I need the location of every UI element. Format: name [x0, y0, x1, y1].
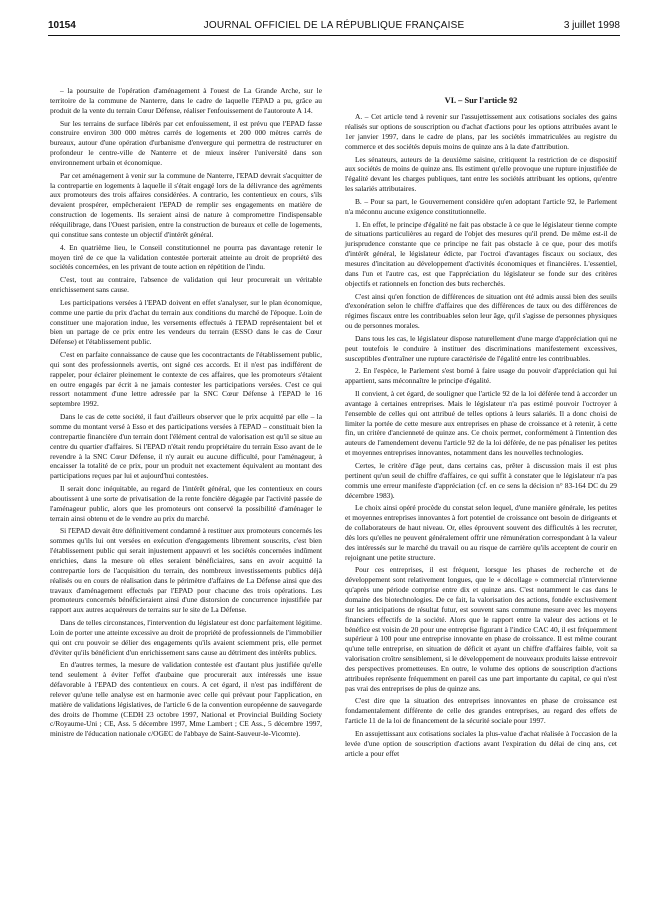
- paragraph: Les sénateurs, auteurs de la deuxième saisine, critiquent la restriction de ce dispositif aux sociétés de moins de quinze ans. Ils estiment qu'elle provoque une rupture injustifiée de l'égalité devant les charges publiques, tant entre les sociétés attribuant les options, qu'entre les salariés attributaires.: [345, 154, 617, 194]
- paragraph: Sur les terrains de surface libérés par cet enfouissement, il est prévu que l'EPAD fasse construire environ 300 000 mètres carrés de logements et 200 000 mètres carrés de bureaux, autour d'une opération d'urbanisme d'envergure qui permettra de restructurer en profondeur le centre-ville de Nanterre et de mieux insérer l'université dans son environnement urbain et économique.: [50, 118, 322, 167]
- paragraph: B. – Pour sa part, le Gouvernement considère qu'en adoptant l'article 92, le Parlement n'a méconnu aucune exigence constitutionnelle.: [345, 196, 617, 216]
- section-title: VI. – Sur l'article 92: [444, 96, 518, 105]
- paragraph: Les participations versées à l'EPAD doivent en effet s'analyser, sur le plan économique, comme une partie du prix d'achat du terrain aux conditions du marché de l'époque. Loin de constituer une majoration indue, les versements effectués à l'EPAD représentaient bel et bien un partage de ce prix entre les vendeurs du terrain (ESSO dans le cas de Cœur Défense) et l'établissement public.: [50, 297, 322, 347]
- paragraph: En assujettissant aux cotisations sociales la plus-value d'achat réalisée à l'occasion de la levée d'une option de souscription d'actions avant l'expiration du délai de cinq ans, cet article a pour effet: [345, 728, 617, 758]
- paragraph: Par cet aménagement à venir sur la commune de Nanterre, l'EPAD devrait s'acquitter de la contrepartie en logements à laquelle il s'était engagé lors de la délivrance des agréments aux promoteurs des trois affaires considérées. A contrario, les contentieux en cours, s'ils devaient prospérer, empêcheraient l'EPAD de remplir ses engagements en matière de construction de logements. Ils seraient ainsi de nature à compromettre l'indispensable rééquilibrage, dans l'Ouest parisien, entre la construction de bureaux et celle de logements, qui constitue sans conteste un objectif d'intérêt général.: [50, 170, 322, 239]
- page-number: 10154: [48, 20, 76, 31]
- paragraph: Certes, le critère d'âge peut, dans certains cas, prêter à discussion mais il est plus pertinent qu'un seuil de chiffre d'affaires, ce qui suffit à constater que le législateur n'a pas commis une erreur manifeste d'appréciation (cf. en ce sens la décision n° 83-164 DC du 29 décembre 1983).: [345, 461, 617, 500]
- paragraph: 2. En l'espèce, le Parlement s'est borné à faire usage du pouvoir d'appréciation qui lui appartient, sans méconnaître le principe d'égalité.: [345, 366, 617, 386]
- journal-title: JOURNAL OFFICIEL DE LA RÉPUBLIQUE FRANÇAISE: [203, 20, 465, 31]
- left-column: [50, 86, 322, 742]
- paragraph: C'est ainsi qu'en fonction de différences de situation ont été admis aussi bien des seuils d'exonération selon le chiffre d'affaires que des différences de taux ou des différences de régimes fiscaux entre les contribuables selon leur âge, qu'il s'agisse de personnes physiques ou de personnes morales.: [345, 291, 617, 331]
- page-header: [48, 20, 620, 34]
- paragraph: Pour ces entreprises, il est fréquent, lorsque les phases de recherche et de développement sont relativement longues, que le « décollage » commercial n'intervienne qu'après une période comprise entre dix et quinze ans. C'est notamment le cas dans le domaine des biotechnologies. De ce fait, la valorisation des actions, fondée exclusivement sur les anticipations de résultat futur, est souvent sans commune mesure avec les moyens financiers effectifs de la société. Alors que le rapport entre la valeur des actions et le bénéfice est voisin de 20 pour une entreprise figurant à l'indice CAC 40, il est fréquemment supérieur à 100 pour une entreprise innovante en phase de croissance. Il est même courant qu'une telle entreprise, en situation de déficit et ayant un chiffre d'affaires faible, voit sa valorisation croître sensiblement, si le développement de nouveaux produits laisse entrevoir des perspectives prometteuses. En outre, le volume des options de souscription d'actions attribuées représente fréquemment en pareil cas une part importante du capital, ce qui n'est pas vrai des entreprises de plus de quinze ans.: [345, 565, 617, 693]
- paragraph: A. – Cet article tend à revenir sur l'assujettissement aux cotisations sociales des gains réalisés sur options de souscription ou d'achat d'actions pour les options attribuées avant le 1er janvier 1997, dans le cadre de plans, par les sociétés immatriculées au registre du commerce et des sociétés depuis moins de quinze ans à la date d'attribution.: [345, 112, 617, 151]
- paragraph: Si l'EPAD devait être définitivement condamné à restituer aux promoteurs concernés les sommes qu'ils lui ont versées en exécution d'engagements librement souscrits, c'est bien l'établissement public qui serait injustement appauvri et les sociétés concernées indûment enrichies, dans la mesure où elles seraient bénéficiaires, sans en avoir acquitté la contrepartie lors de l'acquisition du terrain, des nombreux investissements publics déjà réalisés ou en cours de réalisation dans le périmètre d'affaires de La Défense ainsi que des travaux d'aménagement effectués par l'EPAD pour chacune des trois opérations. Les promoteurs concernés bénéficieraient ainsi d'une distorsion de concurrence injustifiée par rapport aux autres acquéreurs de terrains sur le site de La Défense.: [50, 526, 322, 615]
- paragraph: Il convient, à cet égard, de souligner que l'article 92 de la loi déférée tend à accorder un avantage à certaines entreprises. Mais le législateur n'a pas estimé pouvoir l'octroyer à l'ensemble de celles qui ont attribué de telles options à leurs salariés. Il a donc choisi de limiter la portée de cette mesure aux entreprises en phase de croissance et à retenir, à cette fin, un critère d'ancienneté de quinze ans. Ce choix permet, conformément à l'intention des auteurs de l'amendement devenu l'article 92 de la loi déférée, de ne pas pénaliser les petites et moyennes entreprises innovantes, notamment dans les nouvelles technologies.: [345, 389, 617, 458]
- paragraph: Le choix ainsi opéré procède du constat selon lequel, d'une manière générale, les petites et moyennes entreprises innovantes à fort potentiel de croissance ont besoin de dirigeants et de collaborateurs de haut niveau. Or, elles éprouvent souvent des difficultés à les recruter, dès lors qu'elles ne peuvent généralement offrir une rémunération correspondant à la valeur des intéressés sur le marché du travail ou au risque de carrière qu'ils acceptent de courir en rejoignant une petite structure.: [345, 503, 617, 562]
- header-rule: [48, 35, 620, 36]
- paragraph: C'est, tout au contraire, l'absence de validation qui leur procurerait un véritable enrichissement sans cause.: [50, 275, 322, 295]
- paragraph: Dans le cas de cette société, il faut d'ailleurs observer que le prix acquitté par elle – la somme du montant versé à Esso et des participations versées à l'EPAD – constituait bien la contrepartie financière d'un terrain dont l'élément central de valorisation est qu'il se situe au centre du quartier d'affaires. Si l'EPAD n'était rendu propriétaire du terrain Esso avant de le revendre à la SNC Cœur Défense, il n'y aurait eu aucune difficulté, pour l'aménageur, à encaisser la totalité de ce prix, pour un produit net exactement équivalent au montant des participations reçues par lui et aujourd'hui contestées.: [50, 412, 322, 481]
- paragraph: Dans tous les cas, le législateur dispose naturellement d'une marge d'appréciation qui ne peut toutefois le conduire à instituer des discriminations manifestement excessives, susceptibles d'entraîner une rupture caractérisée de l'égalité entre les contribuables.: [345, 333, 617, 363]
- paragraph: En d'autres termes, la mesure de validation contestée est d'autant plus justifiée qu'elle tend seulement à éviter l'effet d'aubaine que procurerait aux intéressés une issue défavorable à l'EPAD des contentieux en cours. A cet égard, il n'est pas indifférent de relever qu'une telle analyse est en harmonie avec celle qui prévaut pour l'application, en matière de validations législatives, de l'article 6 de la convention européenne de sauvegarde des droits de l'homme (CEDH 23 octobre 1997, National et Provincial Building Society c/Royaume-Uni ; CE, Ass. 5 décembre 1997, Mme Lambert ; CE Ass., 5 décembre 1997, ministre de l'éducation nationale c/OGEC de l'abbaye de Saint-Sauveur-le-Vicomte).: [50, 660, 322, 739]
- paragraph: 1. En effet, le principe d'égalité ne fait pas obstacle à ce que le législateur tienne compte de situations particulières au regard de l'objet des mesures qu'il prend. De même est-il de jurisprudence constante que ce principe ne fait pas obstacle à ce que, pour des motifs d'intérêt général, le législateur édicte, par l'octroi d'avantages fiscaux ou sociaux, des mesures d'incitation au développement d'activités économiques et financières. L'essentiel, dans l'un et l'autre cas, est que l'appréciation du législateur se fonde sur des critères objectifs et rationnels en fonction des buts recherchés.: [345, 219, 617, 288]
- paragraph: C'est dire que la situation des entreprises innovantes en phase de croissance est fondamentalement différente de celle des grandes entreprises, au regard des effets de l'article 11 de la loi de financement de la sécurité sociale pour 1997.: [345, 696, 617, 726]
- paragraph: – la poursuite de l'opération d'aménagement à l'ouest de La Grande Arche, sur le territoire de la commune de Nanterre, dans le cadre de laquelle l'EPAD a pu, grâce au produit de la vente du terrain Cœur Défense, réaliser l'enfouissement de l'autoroute A 14.: [50, 86, 322, 115]
- right-column: [345, 95, 617, 761]
- paragraph: 4. En quatrième lieu, le Conseil constitutionnel ne pourra pas davantage retenir le moyen tiré de ce que la validation contestée porterait atteinte au droit de propriété des sociétés concernées, en les privant de toute action en répétition de l'indu.: [50, 242, 322, 272]
- issue-date: 3 juillet 1998: [563, 20, 620, 31]
- paragraph: Dans de telles circonstances, l'intervention du législateur est donc parfaitement légitime. Loin de porter une atteinte excessive au droit de propriété de professionnels de l'immobilier qui ont cru pouvoir se délier des engagements qu'ils avaient sciemment pris, elle permet d'éviter qu'ils bénéficient d'un enrichissement sans cause au détriment des intérêts publics.: [50, 618, 322, 657]
- paragraph: C'est en parfaite connaissance de cause que les cocontractants de l'établissement public, qui sont des professionnels avertis, ont signé ces accords. Et il n'est pas indifférent de rappeler, pour éclairer pleinement le contexte de ces affaires, que les promoteurs s'étaient en outre engagés par écrit à ne jamais contester les participations versées. C'est ce qui ressort notamment d'une lettre adressée par la SNC Cœur Défense à l'EPAD le 16 septembre 1992.: [50, 350, 322, 409]
- paragraph: Il serait donc inéquitable, au regard de l'intérêt général, que les contentieux en cours aboutissent à une sorte de privatisation de la rente foncière dégagée par l'activité passée de l'aménageur public, alors que les promoteurs ont conservé la possibilité d'aménager le terrain ainsi obtenu et de le vendre au prix du marché.: [50, 484, 322, 523]
